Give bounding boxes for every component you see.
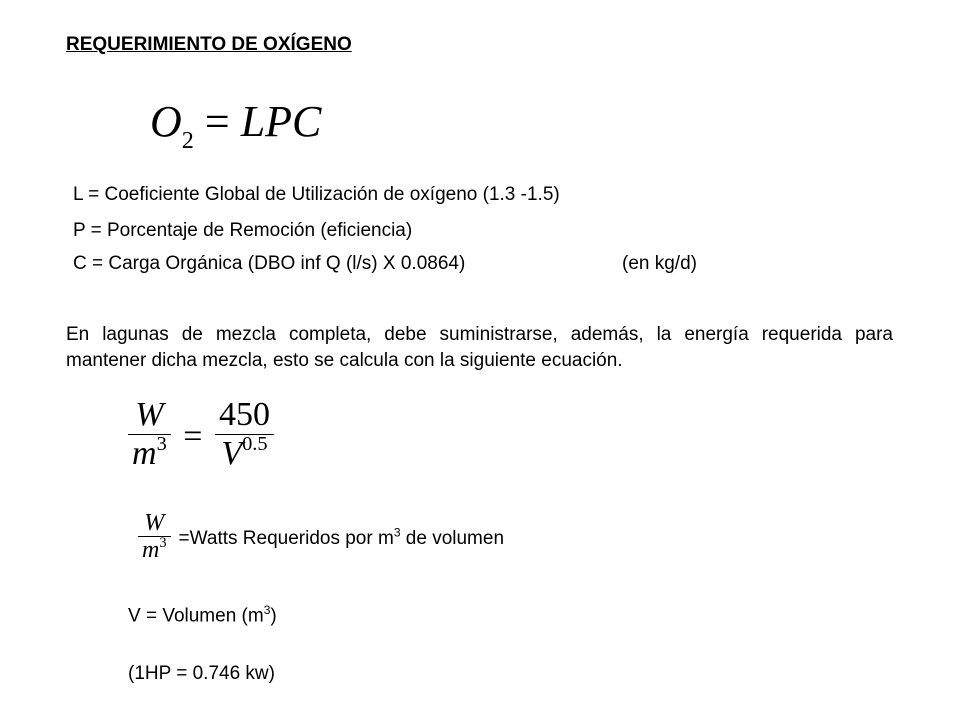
energy-equation xyxy=(128,396,274,477)
eq2-left-fraction xyxy=(128,396,171,477)
eq3-fraction xyxy=(138,510,171,566)
eq2-den1: m xyxy=(132,435,157,472)
definition-p: P = Porcentaje de Remoción (eficiencia) xyxy=(73,220,413,241)
eq2-den2: V xyxy=(221,435,243,472)
eq2-den1-exp: 3 xyxy=(156,432,167,455)
eq3-text-after: de volumen xyxy=(400,528,505,550)
watts-definition xyxy=(138,510,504,566)
eq3-text-before: Watts Requeridos por m xyxy=(189,528,394,550)
definition-c-unit: (en kg/d) xyxy=(622,253,697,274)
eq1-lhs-subscript: 2 xyxy=(181,127,194,155)
volume-exp: 3 xyxy=(263,603,271,617)
eq2-num2: 450 xyxy=(218,396,270,433)
hp-conversion-note: (1HP = 0.746 kw) xyxy=(128,663,275,684)
eq1-equals: = xyxy=(204,97,230,146)
volume-after: ) xyxy=(270,605,277,627)
oxygen-equation xyxy=(150,96,321,155)
eq3-text-exp: 3 xyxy=(393,525,401,540)
definition-l: L = Coeficiente Global de Utilización de oxígeno (1.3 -1.5) xyxy=(73,184,560,205)
eq3-den: m xyxy=(142,537,160,563)
volume-before: V = Volumen (m xyxy=(128,605,264,627)
eq3-den-exp: 3 xyxy=(159,534,167,551)
definition-c: C = Carga Orgánica (DBO inf Q (l/s) X 0.0864) xyxy=(73,253,466,274)
eq1-rhs: LPC xyxy=(240,97,322,146)
volume-definition xyxy=(128,603,277,627)
body-paragraph: En lagunas de mezcla completa, debe suministrarse, además, la energía requerida para mantener dicha mezcla, esto se calcula con la siguiente ecuación. xyxy=(66,324,893,371)
eq3-num: W xyxy=(144,510,165,536)
eq2-right-fraction xyxy=(215,396,274,477)
eq1-lhs: O xyxy=(150,97,182,146)
page-title: REQUERIMIENTO DE OXÍGENO xyxy=(66,34,352,55)
eq2-num1: W xyxy=(135,396,164,433)
eq2-equals: = xyxy=(183,417,203,455)
eq2-den2-exp: 0.5 xyxy=(242,432,268,455)
eq3-equals: = xyxy=(178,528,190,550)
